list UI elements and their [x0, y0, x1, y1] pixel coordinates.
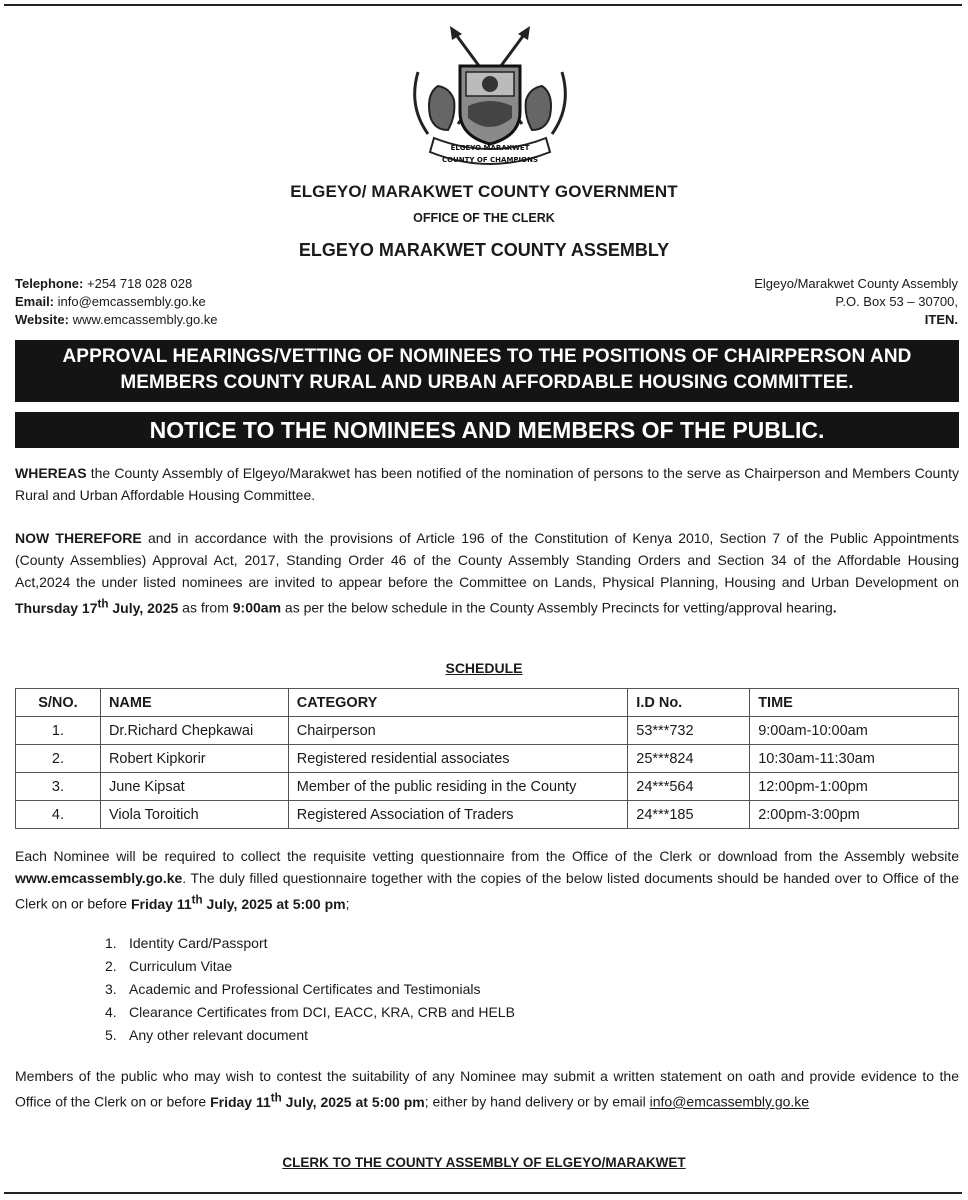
public-deadline — [210, 1091, 425, 1110]
title-line-2: MEMBERS COUNTY RURAL AND URBAN AFFORDABLE HOUSING COMMITTEE. — [120, 372, 854, 393]
postal-address — [754, 275, 958, 329]
table-row — [16, 745, 959, 773]
collect-text-2: . The duly filled questionnaire together with the copies of the below listed documents should be handed over to Office of the Clerk on or before — [15, 870, 959, 912]
cell-sno: 3. — [16, 773, 101, 801]
cell-id: 53***732 — [628, 717, 750, 745]
required-documents-list — [105, 932, 515, 1047]
notice-banner: NOTICE TO THE NOMINEES AND MEMBERS OF THE PUBLIC. — [15, 412, 959, 448]
government-heading: ELGEYO/ MARAKWET COUNTY GOVERNMENT — [290, 182, 678, 201]
hearing-date — [15, 597, 179, 616]
cell-sno: 1. — [16, 717, 101, 745]
public-deadline-rest: July, 2025 at 5:00 pm — [281, 1093, 425, 1110]
contact-details — [15, 275, 218, 329]
cell-id: 25***824 — [628, 745, 750, 773]
clerk-signature: CLERK TO THE COUNTY ASSEMBLY OF ELGEYO/MARAKWET — [282, 1155, 686, 1170]
email-link[interactable]: info@emcassembly.go.ke — [57, 294, 206, 309]
schedule-title: SCHEDULE — [445, 660, 523, 676]
cell-category: Registered residential associates — [288, 745, 628, 773]
cell-sno: 2. — [16, 745, 101, 773]
public-deadline-day: Friday 11 — [210, 1093, 271, 1110]
cell-id: 24***185 — [628, 801, 750, 829]
cell-sno: 4. — [16, 801, 101, 829]
address-line-1: Elgeyo/Marakwet County Assembly — [754, 276, 958, 291]
website-link[interactable]: www.emcassembly.go.ke — [72, 312, 218, 327]
list-item-number: 2. — [105, 958, 117, 974]
public-text-1: Members of the public who may wish to contest the suitability of any Nominee may submit a written statement on oath and provide evidence to the Office of the Clerk on or before — [15, 1068, 959, 1110]
deadline-day: Friday 11 — [130, 895, 192, 912]
address-line-2: P.O. Box 53 – 30700, — [835, 294, 958, 309]
public-deadline-sup: th — [270, 1091, 282, 1104]
list-item-number: 5. — [105, 1027, 117, 1043]
table-row — [16, 773, 959, 801]
cell-time: 2:00pm-3:00pm — [750, 801, 959, 829]
cell-time: 9:00am-10:00am — [750, 717, 959, 745]
collect-end: ; — [345, 895, 350, 912]
list-item-text: Clearance Certificates from DCI, EACC, KRA, CRB and HELB — [129, 1004, 515, 1020]
deadline-rest: July, 2025 at 5:00 pm — [202, 895, 346, 912]
col-category-header: CATEGORY — [288, 689, 628, 717]
collect-questionnaire-paragraph — [15, 845, 959, 915]
telephone-label: Telephone: — [15, 276, 84, 291]
crest-inner-text: ELGEYO MARAKWET — [450, 144, 530, 152]
title-banner — [15, 340, 959, 402]
col-name-header: NAME — [100, 689, 288, 717]
cell-time: 10:30am-11:30am — [750, 745, 959, 773]
list-item — [105, 978, 515, 1001]
list-item-text: Any other relevant document — [129, 1027, 308, 1043]
list-item-number: 4. — [105, 1004, 117, 1020]
now-therefore-end: . — [832, 599, 837, 616]
website-label: Website: — [15, 312, 69, 327]
hearing-date-sup: th — [97, 597, 109, 610]
crest-motto: COUNTY OF CHAMPIONS — [441, 156, 539, 164]
submission-deadline — [130, 893, 346, 912]
schedule-header-row — [16, 689, 959, 717]
cell-name: June Kipsat — [100, 773, 288, 801]
col-sno-header: S/NO. — [16, 689, 101, 717]
telephone-value: +254 718 028 028 — [87, 276, 193, 291]
col-time-header: TIME — [750, 689, 959, 717]
list-item — [105, 955, 515, 978]
cell-name: Dr.Richard Chepkawai — [100, 717, 288, 745]
now-therefore-text-1: and in accordance with the provisions of Article 196 of the Constitution of Kenya 2010, Section 7 of the Public Appointments (County Assemblies) Approval Act, 2017, Standing Order 46 of the County Assembly Standing Orders and Section 34 of the Affordable Housing Act,2024 the under listed nominees are invited to appear before the Committee on Lands, Physical Planning, Housing and Urban Development on — [15, 530, 959, 590]
whereas-paragraph — [15, 462, 959, 506]
hearing-date-day: Thursday 17 — [15, 599, 98, 616]
now-therefore-text-3: as per the below schedule in the County Assembly Precincts for vetting/approval hearing — [281, 599, 833, 616]
list-item-text: Curriculum Vitae — [129, 958, 233, 974]
list-item-number: 3. — [105, 981, 117, 997]
list-item — [105, 932, 515, 955]
email-label: Email: — [15, 294, 55, 309]
address-line-3: ITEN. — [924, 312, 958, 327]
now-therefore-paragraph — [15, 527, 959, 619]
col-id-header: I.D No. — [628, 689, 750, 717]
collect-website-link[interactable]: www.emcassembly.go.ke — [15, 870, 183, 886]
office-heading: OFFICE OF THE CLERK — [413, 211, 555, 225]
assembly-heading: ELGEYO MARAKWET COUNTY ASSEMBLY — [298, 240, 670, 260]
county-coat-of-arms-icon — [404, 26, 576, 174]
public-text-2: ; either by hand delivery or by email — [424, 1093, 650, 1110]
hearing-date-rest: July, 2025 — [108, 599, 179, 616]
list-item-number: 1. — [105, 935, 117, 951]
list-item — [105, 1001, 515, 1024]
table-row — [16, 717, 959, 745]
title-line-1: APPROVAL HEARINGS/VETTING OF NOMINEES TO THE POSITIONS OF CHAIRPERSON AND — [62, 346, 912, 367]
list-item-text: Identity Card/Passport — [129, 935, 268, 951]
list-item-text: Academic and Professional Certificates and Testimonials — [129, 981, 481, 997]
whereas-lead: WHEREAS — [15, 465, 87, 481]
collect-text-1: Each Nominee will be required to collect the requisite vetting questionnaire from the Office of the Clerk or download from the Assembly website — [15, 848, 959, 864]
cell-category: Registered Association of Traders — [288, 801, 628, 829]
now-therefore-lead: NOW THEREFORE — [15, 530, 142, 546]
table-row — [16, 801, 959, 829]
now-therefore-text-2: as from — [178, 599, 233, 616]
whereas-text: the County Assembly of Elgeyo/Marakwet has been notified of the nomination of persons to the serve as Chairperson and Members County Rural and Urban Affordable Housing Committee. — [15, 465, 959, 503]
public-email-link[interactable]: info@emcassembly.go.ke — [649, 1093, 810, 1110]
schedule-table — [15, 688, 959, 829]
cell-category: Member of the public residing in the County — [288, 773, 628, 801]
cell-id: 24***564 — [628, 773, 750, 801]
cell-name: Viola Toroitich — [100, 801, 288, 829]
cell-time: 12:00pm-1:00pm — [750, 773, 959, 801]
public-contest-paragraph — [15, 1065, 959, 1113]
deadline-sup: th — [191, 893, 203, 906]
hearing-time: 9:00am — [232, 599, 282, 616]
list-item — [105, 1024, 515, 1047]
cell-name: Robert Kipkorir — [100, 745, 288, 773]
cell-category: Chairperson — [288, 717, 628, 745]
